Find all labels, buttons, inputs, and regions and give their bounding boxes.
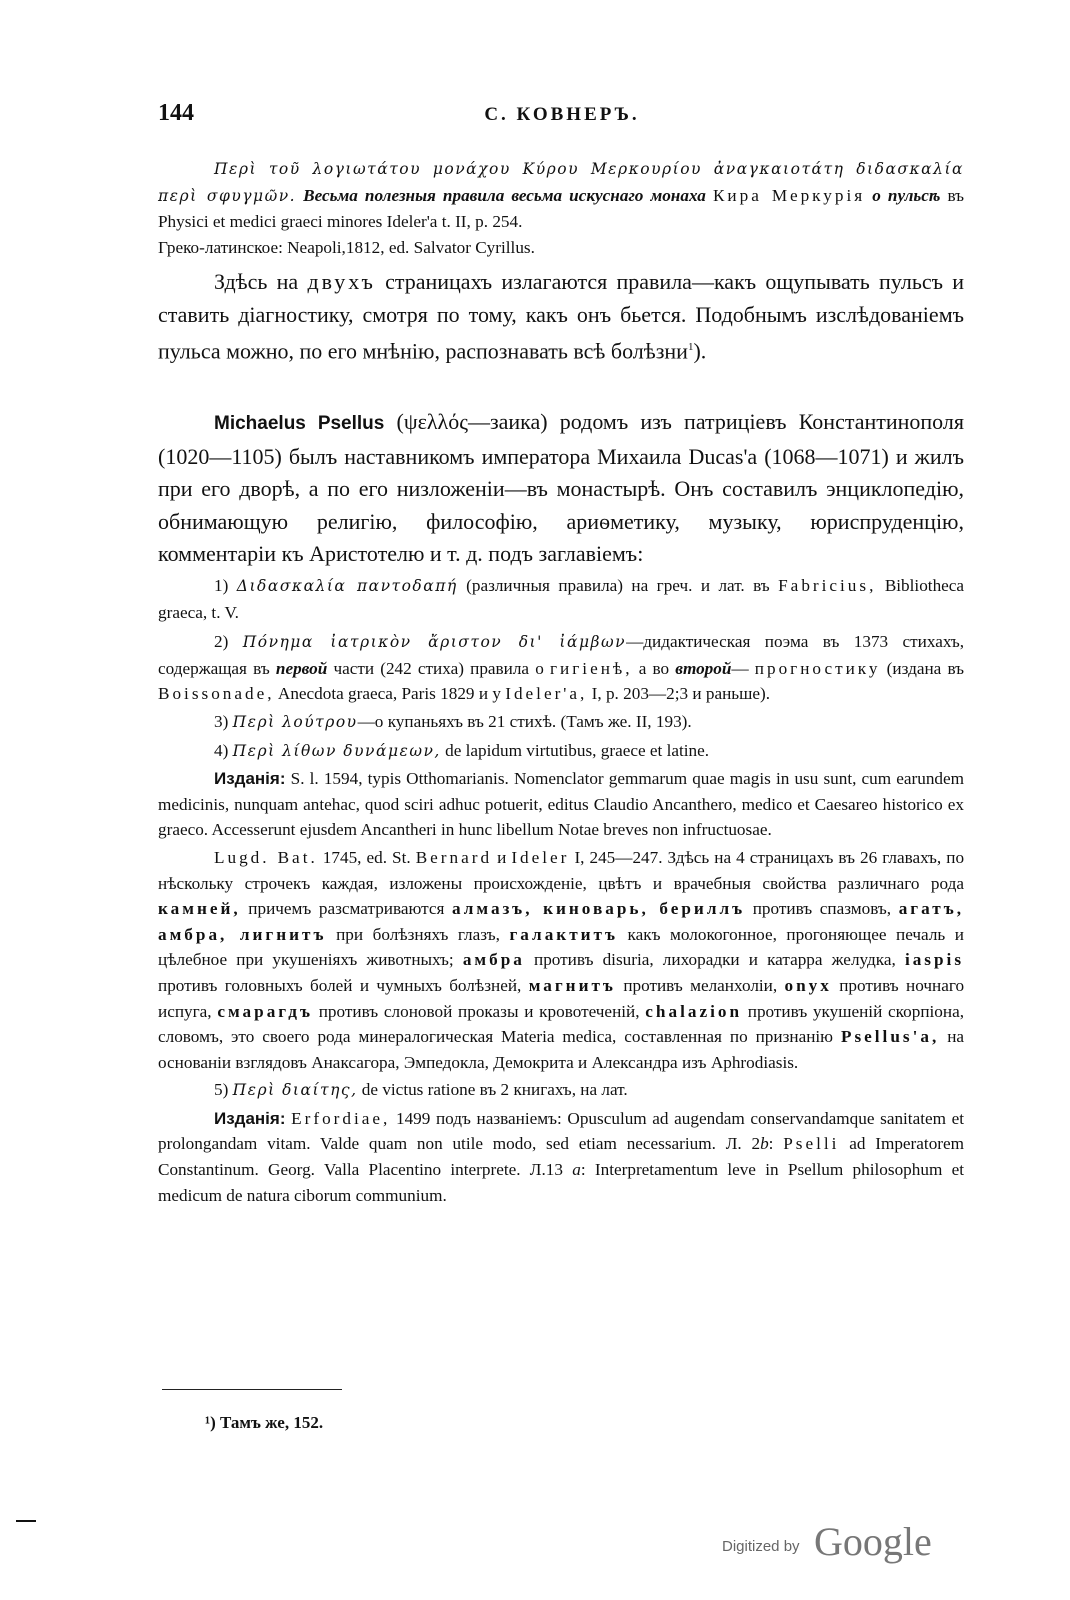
footnote-text: Тамъ же, 152. [220,1413,324,1432]
text-span: противъ ночнаго испуга, [158,975,965,1021]
spaced-word: галактитъ [509,924,618,944]
item-number: 5) [214,1080,229,1100]
text-span: Bibliotheca graeca, t. V. [158,576,965,622]
spaced-word: прогностику [754,658,881,678]
greek-title: Περὶ λίθων δυνάμεων, [232,741,441,760]
greek-title: Περὶ τοῦ λογιωτάτου μονάχου Κύρου Μερκουρίου ἀναγκαιοτάτη διδασκαλία περὶ σφυγμῶν. [158,160,964,205]
text-span: части (242 стиха) правила о [333,658,544,678]
text-span: и [497,847,507,867]
author-name: Кира Меркурія [712,185,866,205]
spaced-word: Lugd. Bat. [214,847,318,867]
page-number: 144 [158,100,194,126]
text-span: страницахъ излагаются правила—какъ ощупывать пульсъ и ставить діагностику, смотря по тому, какъ онъ бьется. Подобнымъ изслѣдованіемъ пульса можно, по его мнѣнію, распознавать всѣ болѣзни [158,269,965,364]
running-title: С. КОВНЕРЪ. [484,104,640,125]
greek-title: Διδασκαλία παντοδαπή [236,577,458,595]
text-span: —о купаньяхъ въ 21 стихѣ. (Тамъ же. II, 193). [357,711,692,731]
editions-label: Изданія: [214,769,286,789]
footnote-marker: ¹) [205,1413,216,1432]
psellus-name: Michaelus Psellus [214,413,385,434]
footnote [205,1413,323,1433]
text-span: (различныя правила) на греч. и лат. въ [466,576,770,595]
russian-title: Весьма полезныя правила весьма искуснаго монаха [303,185,706,205]
spaced-word: Fabricius, [778,576,877,595]
spaced-word: Pselli [783,1134,840,1154]
text-span: противъ disuria, лихорадки и катарра желудка, [534,950,896,970]
item-number: 4) [214,740,229,760]
italic-text: первой [275,658,328,678]
paragraph-psellus [158,406,964,571]
text-span: de lapidum virtutibus, graece et latine. [445,740,710,760]
text-span: — [731,658,749,678]
text-span: причемъ разсматриваются [248,899,445,919]
text-span: въ Physici et medici graeci minores Ideler'a t. II, p. 254. [158,185,965,232]
spaced-word: Ideler'a, [505,684,588,704]
text-span: 1745, ed. St. [322,847,411,867]
greek-title: Περὶ διαίτης, [232,1081,358,1100]
text-span: 1499 подъ названіемъ: Opusculum ad augendam conservandamque sanitatem et prolongandam vitam. Valde quam non utile modo, sed etiam necessarium. Л. 2 [158,1108,965,1154]
italic-text: a [572,1160,581,1180]
text-span: на основаніи взглядовъ Анаксагора, Эмпедокла, Демокрита и Александра изъ Aphrodiasis. [158,1027,965,1072]
text-span: противъ спазмовъ, [752,899,892,919]
text-span: de victus ratione въ 2 книгахъ, на лат. [361,1080,628,1100]
page-header [158,100,966,134]
watermark-small-text: Digitized by [722,1538,800,1555]
paragraph-pulse [158,266,964,368]
list-item [158,629,964,707]
text-span: ad Imperatorem Constantinum. Georg. Valla Placentino interprete. Л.13 [158,1134,965,1180]
text-span: : Interpretamentum leve in Psellum philosophum et medicum de natura ciborum communium. [158,1160,965,1205]
text-span: I, 245—247. Здѣсь на 4 страницахъ въ 26 главахъ, по нѣскольку строчекъ каждая, изложены происхожденіе, цвѣтъ и врачебныя свойства различнаго рода [158,847,965,893]
text-span: противъ меланхоліи, [623,975,778,995]
spaced-word: амбра [462,950,525,970]
text-span: Anecdota graeca, Paris 1829 и у [277,684,501,704]
text-span: противъ укушеній скорпіона, словомъ, это своего рода минералогическая Materia medica, составленная по признанію [158,1001,965,1047]
google-logo: Google [814,1519,932,1564]
spaced-word: Boissonade, [158,684,275,704]
spaced-word: агатъ, амбра, лигнитъ [158,899,965,944]
paragraph-greek-title [158,156,964,260]
text-span: при болѣзняхъ глазъ, [336,924,500,944]
spaced-word: Ideler [511,847,570,867]
footnote-rule [162,1389,342,1390]
scan-edge-mark [16,1520,36,1522]
spaced-word: магнитъ [528,975,616,995]
text-span: противъ головныхъ болей и чумныхъ болѣзней, [158,975,522,995]
italic-text: о пульсѣ [872,185,941,205]
spaced-word: Psellus'a, [840,1027,940,1047]
works-list [158,573,964,1208]
text-span: ). [693,338,707,364]
italic-text: b [760,1134,769,1154]
spaced-word: onyx [784,975,832,995]
lugd-paragraph [158,845,964,1075]
list-item [158,738,964,765]
text-span: противъ слоновой проказы и кровотеченій, [318,1001,640,1021]
editions-paragraph [158,766,964,843]
editions-label: Изданія: [214,1108,286,1128]
text-span: : [768,1134,774,1154]
spaced-word: гигіенѣ, [550,658,633,678]
edition-line: Греко-латинское: Neapoli,1812, ed. Salvator Cyrillus. [158,237,535,257]
spaced-word: Erfordiae, [291,1108,391,1128]
item-number: 1) [214,576,229,595]
greek-title: Περὶ λούτρου [232,712,358,731]
spaced-word: алмазъ, киноварь, бериллъ [451,899,746,919]
greek-word: (ψελλός [396,409,468,434]
spaced-word: Bernard [415,847,493,867]
spaced-word: двухъ [307,269,376,294]
spaced-word: камней, [158,899,241,919]
list-item [158,1077,964,1104]
text-span: S. l. 1594, typis Otthomarianis. Nomenclator gemmarum quae magis in usu sunt, cum earundem medicinis, nunquam antehac, quod sciri adhuc potuerit, editus Claudio Ancanthero, medico et Caesareo historico ex graeco. Accesserunt ejusdem Ancantheri in hunc libellum Notae breves non infructuosae. [158,769,965,840]
list-item [158,573,964,625]
text-span: I, p. 203—2;3 и раньше). [591,684,770,704]
greek-title: Πόνημα ἰατρικὸν ἄριστον δι' ἰάμβων [242,633,627,652]
text-span: Здѣсь на [214,269,299,294]
text-span: какъ молокогонное, прогоняющее печаль и цѣлебное при укушеніяхъ животныхъ; [158,924,964,970]
italic-text: второй [675,658,732,678]
item-number: 2) [214,632,229,652]
spaced-word: смарагдъ [217,1001,313,1021]
list-item [158,709,964,736]
editions-paragraph [158,1106,964,1208]
text-span: а во [638,658,670,678]
text-span: —дидактическая поэма въ 1373 стихахъ, содержащая въ [158,632,965,678]
spaced-word: iaspis [904,950,965,970]
text-span: —заика) родомъ изъ патриціевъ Константинополя (1020—1105) былъ наставникомъ императора Михаила Ducas'a (1068—1071) и жилъ при его дворѣ, а по его низложеніи—въ монастырѣ. Онъ составилъ энциклопедію, обнимающую религію, философію, ариѳметику, музыку, юриспруденцію, комментаріи къ Аристотелю и т. д. подъ заглавіемъ: [158,409,964,566]
item-number: 3) [214,711,229,731]
spaced-word: chalazion [645,1001,743,1021]
footnote-ref: 1 [687,341,694,353]
text-span: (издана въ [886,658,965,678]
